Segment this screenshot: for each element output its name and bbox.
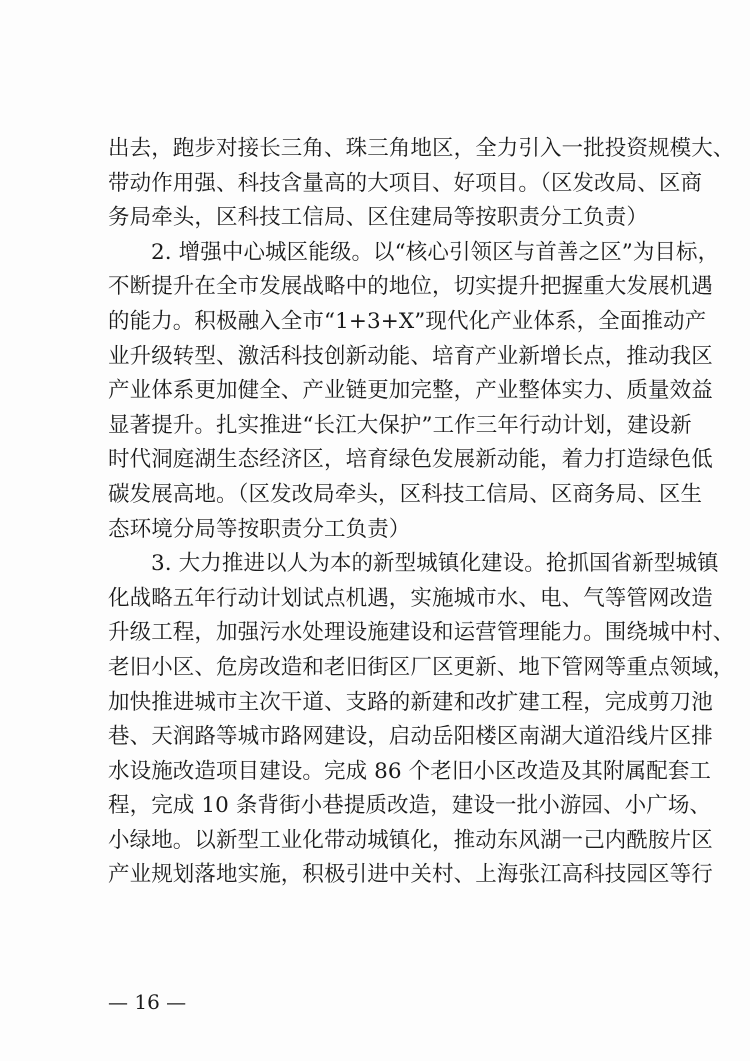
text-line: 的能力。积极融入全市“1+3+X”现代化产业体系，全面推动产 [108,308,707,334]
text-line: 产业规划落地实施，积极引进中关村、上海张江高科技园区等行 [108,862,713,888]
text-line: 业升级转型、激活科技创新动能、培育产业新增长点，推动我区 [108,343,713,369]
text-line: 3. 大力推进以人为本的新型城镇化建设。抢抓国省新型城镇 [151,551,719,577]
text-line: 水设施改造项目建设。完成 86 个老旧小区改造及其附属配套工 [108,758,712,784]
text-line: 务局牵头，区科技工信局、区住建局等按职责分工负责） [108,205,649,231]
text-line: 小绿地。以新型工业化带动城镇化，推动东风湖一己内酰胺片区 [108,827,713,853]
text-line: 加快推进城市主次干道、支路的新建和改扩建工程，完成剪刀池 [108,689,713,715]
text-line: 程，完成 10 条背街小巷提质改造，建设一批小游园、小广场、 [108,793,712,819]
text-line: 老旧小区、危房改造和老旧街区厂区更新、地下管网等重点领域， [108,654,735,680]
text-line: 显著提升。扎实推进“长江大保护”工作三年行动计划，建设新 [108,412,692,438]
text-line: 碳发展高地。（区发改局牵头，区科技工信局、区商务局、区生 [108,481,703,507]
text-line: 态环境分局等按职责分工负责） [108,516,411,542]
text-line: 出去，跑步对接长三角、珠三角地区，全力引入一批投资规模大、 [108,136,735,161]
text-line: 巷、天润路等城市路网建设，启动岳阳楼区南湖大道沿线片区排 [108,724,713,750]
text-line: 带动作用强、科技含量高的大项目、好项目。（区发改局、区商 [108,170,703,196]
text-line: 不断提升在全市发展战略中的地位，切实提升把握重大发展机遇 [108,274,713,300]
text-line: 2. 增强中心城区能级。以“核心引领区与首善之区”为目标， [151,239,720,265]
text-line: 产业体系更加健全、产业链更加完整，产业整体实力、质量效益 [108,378,713,404]
text-line: 升级工程，加强污水处理设施建设和运营管理能力。围绕城中村、 [108,620,735,646]
text-line: 时代洞庭湖生态经济区，培育绿色发展新动能，着力打造绿色低 [108,447,713,473]
text-line: 化战略五年行动计划试点机遇，实施城市水、电、气等管网改造 [108,585,713,611]
document-body [108,132,735,893]
page-number: — 16 — [108,990,187,1014]
